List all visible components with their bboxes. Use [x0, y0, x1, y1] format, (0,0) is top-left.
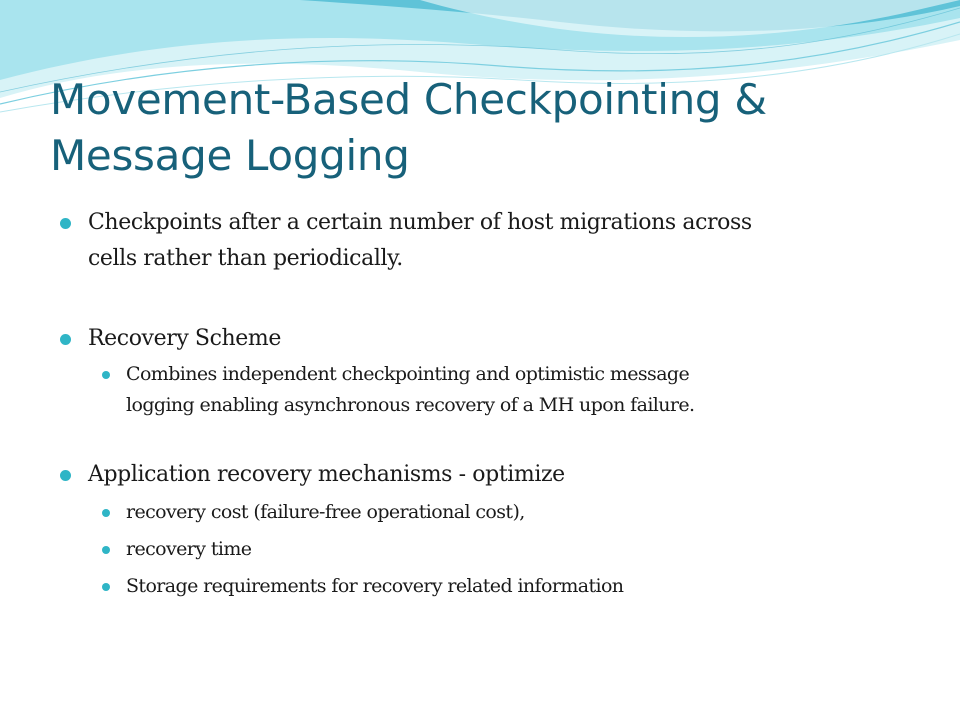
bullet-dot-icon: [60, 218, 71, 229]
sub-bullet-text: recovery time: [126, 538, 252, 560]
slide-title-line2: Message Logging: [50, 131, 410, 180]
bullet-item: [60, 321, 920, 357]
bullet-text: Application recovery mechanisms - optimize: [88, 462, 565, 487]
sub-bullet-text-line2: logging enabling asynchronous recovery of a MH upon failure.: [126, 394, 695, 416]
sub-bullet-item: [60, 534, 920, 565]
bullet-text: Recovery Scheme: [88, 326, 281, 351]
sub-bullet-item: [60, 359, 920, 421]
slide-title: [50, 72, 910, 184]
sub-bullet-item: [60, 497, 920, 528]
bullet-text-line1: Checkpoints after a certain number of host migrations across: [88, 210, 752, 235]
bullet-text-line2: cells rather than periodically.: [88, 246, 403, 271]
sub-bullet-text: Storage requirements for recovery related information: [126, 575, 624, 597]
sub-bullet-dot-icon: [102, 371, 110, 379]
sub-bullet-dot-icon: [102, 546, 110, 554]
sub-bullet-dot-icon: [102, 583, 110, 591]
sub-bullet-text: recovery cost (failure-free operational cost),: [126, 501, 525, 523]
bullet-item: [60, 205, 920, 277]
bullet-dot-icon: [60, 334, 71, 345]
slide-title-line1: Movement-Based Checkpointing &: [50, 75, 767, 124]
bullet-item: [60, 457, 920, 493]
bullet-list: [60, 205, 920, 602]
sub-bullet-text-line1: Combines independent checkpointing and optimistic message: [126, 363, 690, 385]
sub-bullet-item: [60, 571, 920, 602]
sub-bullet-dot-icon: [102, 509, 110, 517]
bullet-dot-icon: [60, 470, 71, 481]
